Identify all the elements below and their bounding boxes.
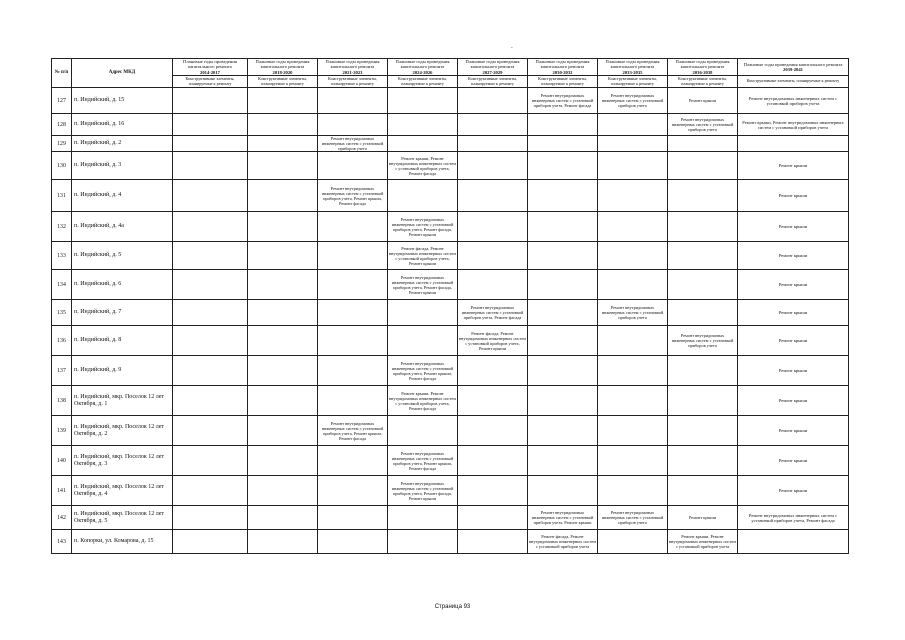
- work-cell: [528, 300, 598, 326]
- work-cell: [388, 114, 458, 136]
- row-number: 132: [52, 212, 72, 242]
- work-cell: [668, 152, 738, 180]
- table-row: [52, 530, 849, 554]
- header-address: Адрес МКД: [72, 59, 173, 88]
- work-cell: Ремонт крыши: [668, 506, 738, 530]
- work-cell: [248, 530, 318, 554]
- row-number: 135: [52, 300, 72, 326]
- work-cell: Ремонт внутридомовых инженерных систем с установкой приборов учета, Ремонт крыши: [528, 506, 598, 530]
- table-row: [52, 300, 849, 326]
- work-cell: [318, 356, 388, 386]
- work-cell: [173, 506, 248, 530]
- work-cell: [173, 114, 248, 136]
- header-period: Плановые годы проведения капитального ремонта 2036-2038: [668, 59, 738, 76]
- table-row: [52, 270, 849, 300]
- work-cell: Ремонт внутридомовых инженерных систем с установкой приборов учета, Ремонт фасада, Ремонт крыши: [388, 270, 458, 300]
- work-cell: [173, 356, 248, 386]
- work-cell: [598, 326, 668, 356]
- work-cell: Ремонт внутридомовых инженерных систем с установкой приборов учета, Ремонт крыши, Ремонт фасада: [388, 356, 458, 386]
- work-cell: [248, 386, 318, 416]
- table-row: [52, 326, 849, 356]
- work-cell: [668, 136, 738, 152]
- work-cell: [528, 152, 598, 180]
- work-cell: [598, 386, 668, 416]
- work-cell: [318, 270, 388, 300]
- work-cell: [598, 356, 668, 386]
- row-number: 140: [52, 446, 72, 476]
- work-cell: [173, 88, 248, 114]
- work-cell: [173, 242, 248, 270]
- work-cell: [248, 476, 318, 506]
- work-cell: [318, 88, 388, 114]
- table-body: [52, 88, 849, 554]
- row-number: 139: [52, 416, 72, 446]
- subheader-cell: Конструктивные элементы, планируемые к ремонту: [528, 76, 598, 88]
- subheader-cell: Конструктивные элементы, планируемые к ремонту: [388, 76, 458, 88]
- work-cell: Ремонт внутридомовых инженерных систем с установкой приборов учета, Ремонт фасада: [738, 506, 849, 530]
- row-address: п. Индийский, мкр. Поселок 12 лет Октября, д. 3: [72, 446, 173, 476]
- work-cell: [598, 152, 668, 180]
- work-cell: [458, 446, 528, 476]
- work-cell: Ремонт крыши: [738, 300, 849, 326]
- work-cell: [458, 476, 528, 506]
- row-address: п. Индийский, мкр. Поселок 12 лет Октября, д. 4: [72, 476, 173, 506]
- header-period: Плановые годы проведения капитального ремонта 2033-2035: [598, 59, 668, 76]
- subheader-cell: Конструктивные элементы, планируемые к ремонту: [458, 76, 528, 88]
- row-number: 130: [52, 152, 72, 180]
- work-cell: [318, 506, 388, 530]
- subheader-cell: Конструктивные элементы, планируемые к ремонту: [318, 76, 388, 88]
- row-address: п. Индийский, мкр. Поселок 12 лет Октября, д. 5: [72, 506, 173, 530]
- work-cell: [173, 386, 248, 416]
- work-cell: [458, 242, 528, 270]
- work-cell: [598, 180, 668, 212]
- work-cell: [458, 114, 528, 136]
- work-cell: [248, 136, 318, 152]
- work-cell: [388, 530, 458, 554]
- work-cell: [528, 136, 598, 152]
- work-cell: [248, 416, 318, 446]
- work-cell: [318, 386, 388, 416]
- work-cell: [598, 242, 668, 270]
- row-address: п. Индийский, д. 9: [72, 356, 173, 386]
- stray-mark: -: [511, 46, 513, 51]
- work-cell: [173, 326, 248, 356]
- work-cell: [528, 212, 598, 242]
- work-cell: Ремонт внутридомовых инженерных систем с установкой приборов учета: [598, 88, 668, 114]
- work-cell: [318, 530, 388, 554]
- work-cell: [598, 530, 668, 554]
- work-cell: [668, 270, 738, 300]
- row-address: п. Индийский, д. 5: [72, 242, 173, 270]
- work-cell: [458, 136, 528, 152]
- table-row: [52, 356, 849, 386]
- work-cell: Ремонт внутридомовых инженерных систем с установкой приборов учета: [598, 300, 668, 326]
- work-cell: [598, 476, 668, 506]
- table-row: [52, 152, 849, 180]
- header-period: Плановые годы проведения капитального ремонта 2024-2026: [388, 59, 458, 76]
- header-period: Плановые годы проведения капитального ремонта 2014-2017: [173, 59, 248, 76]
- work-cell: Ремонт крыши: [738, 152, 849, 180]
- work-cell: [318, 242, 388, 270]
- table-row: [52, 136, 849, 152]
- work-cell: [173, 212, 248, 242]
- work-cell: [738, 136, 849, 152]
- work-cell: [318, 212, 388, 242]
- work-cell: [458, 530, 528, 554]
- work-cell: [528, 356, 598, 386]
- subheader-cell: Конструктивные элементы, планируемые к ремонту: [598, 76, 668, 88]
- work-cell: [598, 416, 668, 446]
- subheader-cell: Конструктивные элементы, планируемые к ремонту: [248, 76, 318, 88]
- work-cell: [668, 242, 738, 270]
- row-address: п. Индийский, мкр. Поселок 12 лет Октября, д. 1: [72, 386, 173, 416]
- subheader-cell: Конструктивные элементы, планируемые к ремонту: [173, 76, 248, 88]
- table-row: [52, 212, 849, 242]
- work-cell: Ремонт крыши: [738, 180, 849, 212]
- work-cell: [248, 242, 318, 270]
- table-row: [52, 88, 849, 114]
- work-cell: Ремонт крыши: [738, 386, 849, 416]
- work-cell: [388, 136, 458, 152]
- work-cell: [528, 416, 598, 446]
- work-cell: Ремонт крыши: [738, 270, 849, 300]
- row-address: п. Копорки, ул. Комарова, д. 15: [72, 530, 173, 554]
- work-cell: Ремонт фасада, Ремонт внутридомовых инженерных систем с установкой приборов учета: [528, 530, 598, 554]
- row-number: 128: [52, 114, 72, 136]
- header-period: Плановые годы проведения капитального ремонта 2030-2032: [528, 59, 598, 76]
- work-cell: Ремонт крыши: [738, 326, 849, 356]
- work-cell: [528, 446, 598, 476]
- work-cell: [248, 326, 318, 356]
- row-number: 136: [52, 326, 72, 356]
- work-cell: Ремонт внутридомовых инженерных систем с установкой приборов учета, Ремонт крыши, Ремонт фасада: [318, 416, 388, 446]
- work-cell: [173, 300, 248, 326]
- work-cell: Ремонт внутридомовых инженерных систем с установкой приборов учета, Ремонт крыши, Ремонт фасада: [388, 446, 458, 476]
- work-cell: [388, 180, 458, 212]
- row-address: п. Индийский, д. 15: [72, 88, 173, 114]
- work-cell: [173, 530, 248, 554]
- work-cell: Ремонт крыши, Ремонт внутридомовых инженерных систем с установкой приборов учета, Ремонт фасада: [388, 386, 458, 416]
- work-cell: Ремонт крыши: [738, 356, 849, 386]
- work-cell: [528, 326, 598, 356]
- work-cell: [318, 114, 388, 136]
- table-row: [52, 242, 849, 270]
- table-row: [52, 446, 849, 476]
- row-number: 127: [52, 88, 72, 114]
- work-cell: [458, 270, 528, 300]
- row-address: п. Индийский, д. 4а: [72, 212, 173, 242]
- work-cell: Ремонт крыши, Ремонт внутридомовых инженерных систем с установкой приборов учета: [668, 530, 738, 554]
- work-cell: [318, 446, 388, 476]
- work-cell: [528, 476, 598, 506]
- work-cell: Ремонт фасада, Ремонт внутридомовых инженерных систем с установкой приборов учета, Ремонт крыши: [458, 326, 528, 356]
- row-number: 129: [52, 136, 72, 152]
- work-cell: Ремонт крыши, Ремонт внутридомовых инженерных систем с установкой приборов учета: [738, 114, 849, 136]
- work-cell: Ремонт крыши: [668, 88, 738, 114]
- table-row: [52, 180, 849, 212]
- row-number: 142: [52, 506, 72, 530]
- work-cell: [458, 152, 528, 180]
- work-cell: [738, 530, 849, 554]
- work-cell: [248, 300, 318, 326]
- work-cell: [458, 88, 528, 114]
- work-cell: [173, 180, 248, 212]
- work-cell: Ремонт внутридомовых инженерных систем с установкой приборов учета: [738, 88, 849, 114]
- subheader-cell: Конструктивные элементы, планируемые к ремонту: [738, 76, 849, 88]
- row-address: п. Индийский, д. 4: [72, 180, 173, 212]
- work-cell: [528, 180, 598, 212]
- row-number: 131: [52, 180, 72, 212]
- row-address: п. Индийский, д. 7: [72, 300, 173, 326]
- work-cell: [248, 152, 318, 180]
- row-address: п. Индийский, д. 3: [72, 152, 173, 180]
- row-address: п. Индийский, д. 2: [72, 136, 173, 152]
- work-cell: [528, 114, 598, 136]
- table-row: [52, 114, 849, 136]
- row-number: 143: [52, 530, 72, 554]
- work-cell: [248, 88, 318, 114]
- capital-repair-table: [51, 58, 849, 554]
- row-address: п. Индийский, д. 6: [72, 270, 173, 300]
- work-cell: [528, 242, 598, 270]
- row-address: п. Индийский, д. 8: [72, 326, 173, 356]
- work-cell: [173, 416, 248, 446]
- work-cell: [528, 386, 598, 416]
- table-row: [52, 506, 849, 530]
- header-row: [52, 59, 849, 76]
- header-num: № п/п: [52, 59, 72, 88]
- work-cell: [668, 416, 738, 446]
- work-cell: [598, 270, 668, 300]
- page-footer: Страница 93: [434, 604, 471, 610]
- work-cell: Ремонт крыши, Ремонт внутридомовых инженерных систем с установкой приборов учета, Ремонт фасада: [388, 152, 458, 180]
- work-cell: [598, 212, 668, 242]
- work-cell: [668, 356, 738, 386]
- work-cell: [173, 136, 248, 152]
- work-cell: Ремонт внутридомовых инженерных систем с установкой приборов учета, Ремонт фасада, Ремонт крыши: [388, 212, 458, 242]
- work-cell: [248, 356, 318, 386]
- work-cell: [388, 326, 458, 356]
- work-cell: Ремонт крыши: [738, 212, 849, 242]
- work-cell: [388, 88, 458, 114]
- work-cell: Ремонт внутридомовых инженерных систем с установкой приборов учета, Ремонт фасада: [458, 300, 528, 326]
- work-cell: [173, 152, 248, 180]
- work-cell: [248, 180, 318, 212]
- work-cell: Ремонт внутридомовых инженерных систем с установкой приборов учета: [318, 136, 388, 152]
- row-number: 137: [52, 356, 72, 386]
- header-period: Плановые годы проведения капитального ремонта 2039-2041: [738, 59, 849, 76]
- work-cell: Ремонт внутридомовых инженерных систем с установкой приборов учета: [598, 506, 668, 530]
- work-cell: [248, 506, 318, 530]
- row-number: 138: [52, 386, 72, 416]
- header-period: Плановые годы проведения капитального ремонта 2021-2023: [318, 59, 388, 76]
- work-cell: [598, 114, 668, 136]
- work-cell: Ремонт фасада, Ремонт внутридомовых инженерных систем с установкой приборов учета, Ремонт крыши: [388, 242, 458, 270]
- work-cell: Ремонт внутридомовых инженерных систем с установкой приборов учета, Ремонт фасада, Ремонт крыши: [388, 476, 458, 506]
- row-address: п. Индийский, д. 16: [72, 114, 173, 136]
- work-cell: [668, 446, 738, 476]
- work-cell: [388, 416, 458, 446]
- work-cell: [668, 180, 738, 212]
- work-cell: [668, 476, 738, 506]
- work-cell: Ремонт внутридомовых инженерных систем с установкой приборов учета: [668, 326, 738, 356]
- row-number: 133: [52, 242, 72, 270]
- work-cell: [458, 416, 528, 446]
- work-cell: [458, 212, 528, 242]
- work-cell: [458, 356, 528, 386]
- work-cell: [173, 446, 248, 476]
- row-number: 134: [52, 270, 72, 300]
- work-cell: [598, 446, 668, 476]
- row-address: п. Индийский, мкр. Поселок 12 лет Октября, д. 2: [72, 416, 173, 446]
- work-cell: [318, 326, 388, 356]
- work-cell: [318, 152, 388, 180]
- work-cell: [458, 506, 528, 530]
- work-cell: [458, 180, 528, 212]
- work-cell: [388, 506, 458, 530]
- work-cell: [598, 136, 668, 152]
- work-cell: Ремонт крыши: [738, 476, 849, 506]
- work-cell: [173, 476, 248, 506]
- work-cell: [458, 386, 528, 416]
- work-cell: Ремонт внутридомовых инженерных систем с установкой приборов учета, Ремонт крыши, Ремонт фасада: [318, 180, 388, 212]
- work-cell: [668, 386, 738, 416]
- work-cell: [528, 270, 598, 300]
- work-cell: Ремонт крыши: [738, 242, 849, 270]
- work-cell: [248, 446, 318, 476]
- work-cell: [318, 300, 388, 326]
- table-row: [52, 416, 849, 446]
- work-cell: Ремонт крыши: [738, 446, 849, 476]
- work-cell: [668, 212, 738, 242]
- work-cell: [388, 300, 458, 326]
- work-cell: [248, 114, 318, 136]
- work-cell: [173, 270, 248, 300]
- work-cell: [668, 300, 738, 326]
- header-period: Плановые годы проведения капитального ремонта 2027-2029: [458, 59, 528, 76]
- subheader-cell: Конструктивные элементы, планируемые к ремонту: [668, 76, 738, 88]
- work-cell: Ремонт крыши: [738, 416, 849, 446]
- table-row: [52, 386, 849, 416]
- work-cell: Ремонт внутридомовых инженерных систем с установкой приборов учета, Ремонт фасада: [528, 88, 598, 114]
- table-row: [52, 476, 849, 506]
- work-cell: [248, 270, 318, 300]
- row-number: 141: [52, 476, 72, 506]
- header-period: Плановые годы проведения капитального ремонта 2018-2020: [248, 59, 318, 76]
- work-cell: [248, 212, 318, 242]
- work-cell: [318, 476, 388, 506]
- work-cell: Ремонт внутридомовых инженерных систем с установкой приборов учета: [668, 114, 738, 136]
